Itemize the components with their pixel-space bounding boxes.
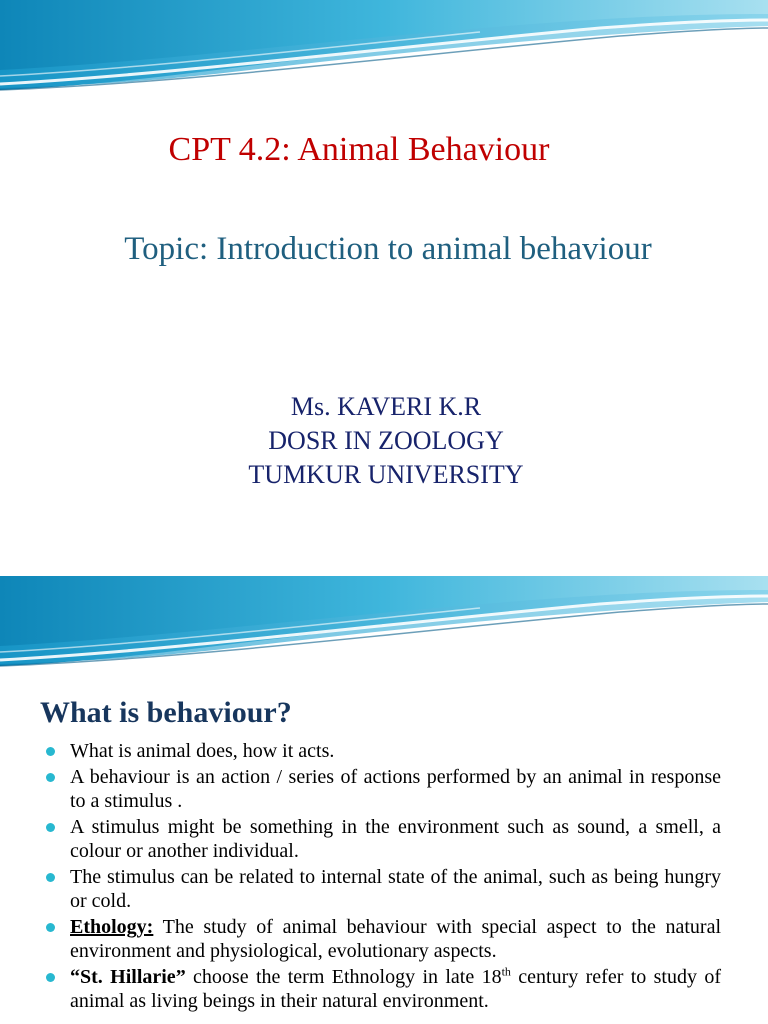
wave-banner-decoration	[0, 0, 768, 100]
author-department: DOSR IN ZOOLOGY	[268, 426, 504, 455]
bullet-item-ethology	[45, 915, 721, 963]
slide-topic-text: Topic: Introduction to animal behaviour	[124, 231, 652, 267]
bullet-item: A stimulus might be something in the environment such as sound, a smell, a colour or another individual.	[45, 815, 721, 863]
author-name: Ms. KAVERI K.R	[290, 392, 482, 421]
bullet-list	[45, 739, 721, 1015]
wave-banner-decoration	[0, 576, 768, 676]
bullet-item: A behaviour is an action / series of actions performed by an animal in response to a stimulus .	[45, 765, 721, 813]
hillarie-close-quote: ”	[175, 966, 186, 988]
ethology-definition: The study of animal behaviour with special aspect to the natural environment and physiological, evolutionary aspects.	[70, 916, 721, 962]
bullet-item: The stimulus can be related to internal state of the animal, such as being hungry or cold.	[45, 865, 721, 913]
slide-heading: What is behaviour?	[40, 696, 292, 729]
hillarie-superscript: th	[501, 964, 511, 979]
bullet-item: What is animal does, how it acts.	[45, 739, 721, 763]
hillarie-name: St. Hillarie	[80, 966, 176, 988]
slide-what-is-behaviour	[0, 576, 768, 1024]
bullet-item-hillarie	[45, 965, 721, 1013]
hillarie-open-quote: “	[70, 966, 80, 988]
hillarie-text-before: choose the term Ethnology in late 18	[185, 966, 502, 988]
ethology-term: Ethology:	[70, 916, 154, 938]
author-block	[0, 390, 768, 492]
slide-title-text: CPT 4.2: Animal Behaviour	[168, 131, 550, 168]
author-university: TUMKUR UNIVERSITY	[248, 460, 524, 489]
hillarie-text-after: century refer to study of animal as living beings in their natural environment.	[70, 966, 722, 1012]
